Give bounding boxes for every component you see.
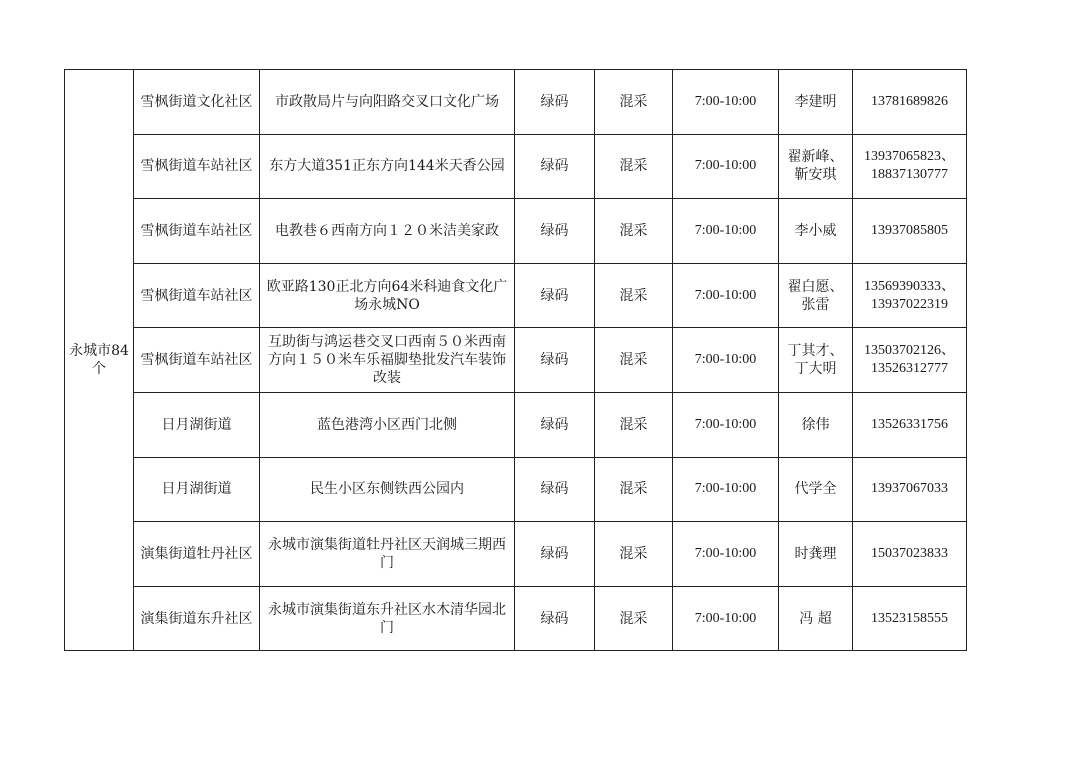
table-row (65, 586, 967, 651)
community-cell: 雪枫街道车站社区 (134, 263, 260, 328)
table-row (65, 392, 967, 457)
phone-cell: 13523158555 (853, 586, 967, 651)
contact-person-cell: 徐伟 (779, 392, 853, 457)
table-row (65, 263, 967, 328)
time-cell: 7:00-10:00 (673, 70, 779, 135)
time-cell: 7:00-10:00 (673, 586, 779, 651)
phone-cell: 13781689826 (853, 70, 967, 135)
phone-cell: 13569390333、13937022319 (853, 263, 967, 328)
location-cell: 永城市演集街道东升社区水木清华园北门 (260, 586, 515, 651)
community-cell: 演集街道东升社区 (134, 586, 260, 651)
contact-person-cell: 丁其才、丁大明 (779, 328, 853, 393)
time-cell: 7:00-10:00 (673, 522, 779, 587)
community-cell: 雪枫街道车站社区 (134, 199, 260, 264)
community-cell: 演集街道牡丹社区 (134, 522, 260, 587)
health-code-cell: 绿码 (515, 263, 595, 328)
health-code-cell: 绿码 (515, 522, 595, 587)
table-row (65, 328, 967, 393)
sampling-method-cell: 混采 (595, 457, 673, 522)
phone-cell: 13526331756 (853, 392, 967, 457)
time-cell: 7:00-10:00 (673, 457, 779, 522)
health-code-cell: 绿码 (515, 70, 595, 135)
health-code-cell: 绿码 (515, 586, 595, 651)
phone-cell: 15037023833 (853, 522, 967, 587)
location-cell: 民生小区东侧铁西公园内 (260, 457, 515, 522)
sampling-method-cell: 混采 (595, 134, 673, 199)
contact-person-cell: 翟新峰、靳安琪 (779, 134, 853, 199)
table-row (65, 134, 967, 199)
contact-person-cell: 时龚理 (779, 522, 853, 587)
time-cell: 7:00-10:00 (673, 328, 779, 393)
contact-person-cell: 冯 超 (779, 586, 853, 651)
table-row (65, 199, 967, 264)
city-cell: 永城市84个 (65, 70, 134, 651)
sampling-method-cell: 混采 (595, 70, 673, 135)
location-cell: 永城市演集街道牡丹社区天润城三期西门 (260, 522, 515, 587)
location-cell: 蓝色港湾小区西门北侧 (260, 392, 515, 457)
location-cell: 东方大道351正东方向144米天香公园 (260, 134, 515, 199)
location-cell: 市政散局片与向阳路交叉口文化广场 (260, 70, 515, 135)
community-cell: 日月湖街道 (134, 392, 260, 457)
community-cell: 雪枫街道车站社区 (134, 134, 260, 199)
health-code-cell: 绿码 (515, 199, 595, 264)
community-cell: 雪枫街道文化社区 (134, 70, 260, 135)
time-cell: 7:00-10:00 (673, 134, 779, 199)
health-code-cell: 绿码 (515, 457, 595, 522)
table-row (65, 522, 967, 587)
time-cell: 7:00-10:00 (673, 263, 779, 328)
time-cell: 7:00-10:00 (673, 199, 779, 264)
location-cell: 电教巷６西南方向１２０米洁美家政 (260, 199, 515, 264)
phone-cell: 13937067033 (853, 457, 967, 522)
sampling-method-cell: 混采 (595, 328, 673, 393)
health-code-cell: 绿码 (515, 392, 595, 457)
community-cell: 雪枫街道车站社区 (134, 328, 260, 393)
time-cell: 7:00-10:00 (673, 392, 779, 457)
table-body (65, 70, 967, 651)
location-cell: 互助街与鸿运巷交叉口西南５０米西南方向１５０米车乐福脚垫批发汽车装饰改装 (260, 328, 515, 393)
phone-cell: 13503702126、13526312777 (853, 328, 967, 393)
sampling-method-cell: 混采 (595, 199, 673, 264)
community-cell: 日月湖街道 (134, 457, 260, 522)
sampling-method-cell: 混采 (595, 586, 673, 651)
health-code-cell: 绿码 (515, 134, 595, 199)
location-cell: 欧亚路130正北方向64米科迪食文化广场永城NO (260, 263, 515, 328)
contact-person-cell: 李建明 (779, 70, 853, 135)
phone-cell: 13937065823、18837130777 (853, 134, 967, 199)
table-row (65, 457, 967, 522)
sampling-method-cell: 混采 (595, 392, 673, 457)
sampling-method-cell: 混采 (595, 522, 673, 587)
phone-cell: 13937085805 (853, 199, 967, 264)
health-code-cell: 绿码 (515, 328, 595, 393)
table-row (65, 70, 967, 135)
testing-sites-table (64, 69, 967, 651)
contact-person-cell: 翟白愿、张雷 (779, 263, 853, 328)
sampling-method-cell: 混采 (595, 263, 673, 328)
contact-person-cell: 代学全 (779, 457, 853, 522)
contact-person-cell: 李小威 (779, 199, 853, 264)
